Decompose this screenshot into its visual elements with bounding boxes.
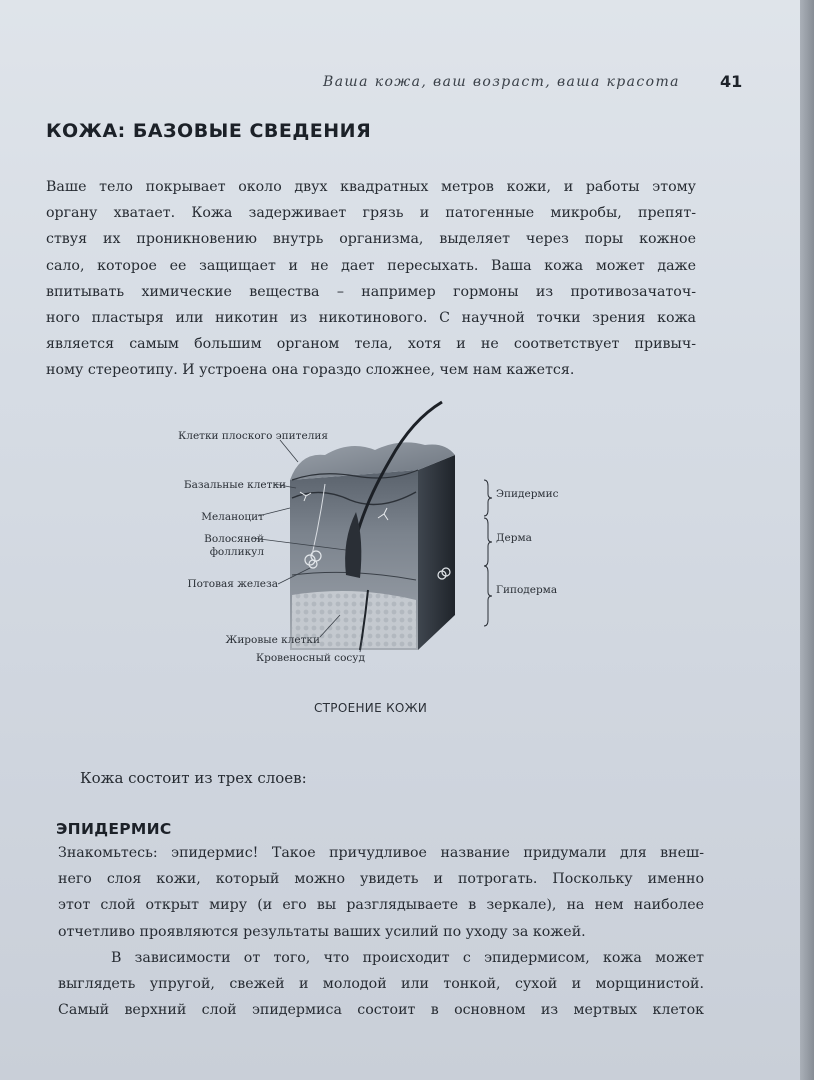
paragraph-line: этот слой открыт миру (и его вы разглядываете в зеркале), на нем наиболее [58, 897, 704, 914]
label-hair-follicle-line1: Волосяной [204, 533, 264, 545]
paragraph-line: выглядеть упругой, свежей и молодой или тонкой, сухой и морщинистой. [58, 976, 704, 993]
paragraph-line: органу хватает. Кожа задерживает грязь и патогенные микробы, препят- [46, 205, 696, 222]
label-hair-follicle-line2: фолликул [209, 546, 264, 558]
paragraph-line: Ваше тело покрывает около двух квадратных метров кожи, и работы этому [46, 179, 696, 195]
paragraph-line: Самый верхний слой эпидермиса состоит в основном из мертвых клеток [58, 1002, 704, 1019]
page-edge [800, 0, 814, 1080]
label-fat-cells: Жировые клетки [225, 634, 320, 646]
label-hypodermis: Гиподерма [496, 584, 558, 596]
label-squamous-cells: Клетки плоского эпителия [178, 430, 328, 442]
paragraph-line: него слоя кожи, который можно увидеть и потрогать. Поскольку именно [58, 871, 704, 888]
epidermis-paragraph [58, 840, 704, 1023]
skin-structure-figure [150, 400, 590, 670]
label-melanocyte: Меланоцит [201, 511, 264, 523]
paragraph-line: впитывать химические вещества – например гормоны из противозачаточ- [46, 283, 696, 300]
paragraph-line: является самым большим органом тела, хотя и не соответствует привыч- [46, 336, 696, 353]
paragraph-line: ствуя их проникновению внутрь организма, выделяет через поры кожное [46, 231, 696, 248]
intro-paragraph [46, 174, 696, 384]
label-sweat-gland: Потовая железа [187, 578, 278, 590]
figure-caption: СТРОЕНИЕ КОЖИ [314, 701, 428, 715]
running-head: Ваша кожа, ваш возраст, ваша красота [323, 74, 680, 90]
label-dermis: Дерма [496, 532, 532, 544]
paragraph-line: отчетливо проявляются результаты ваших усилий по уходу за кожей. [58, 923, 586, 940]
label-basal-cells: Базальные клетки [183, 479, 286, 491]
label-blood-vessel: Кровеносный сосуд [256, 652, 365, 664]
paragraph-line: ному стереотипу. И устроена она гораздо сложнее, чем нам кажется. [46, 362, 575, 379]
paragraph-line: В зависимости от того, что происходит с эпидермисом, кожа может [58, 949, 704, 966]
paragraph-line: ного пластыря или никотин из никотинового. С научной точки зрения кожа [46, 310, 696, 327]
layers-intro: Кожа состоит из трех слоев: [80, 769, 307, 787]
section-title: КОЖА: БАЗОВЫЕ СВЕДЕНИЯ [46, 120, 372, 142]
paragraph-line: сало, которое ее защищает и не дает пересыхать. Ваша кожа может даже [46, 257, 696, 274]
page-number: 41 [720, 72, 743, 91]
subsection-title: ЭПИДЕРМИС [56, 820, 172, 838]
paragraph-line: Знакомьтесь: эпидермис! Такое причудливое название придумали для внеш- [58, 845, 704, 861]
label-epidermis: Эпидермис [496, 488, 559, 500]
